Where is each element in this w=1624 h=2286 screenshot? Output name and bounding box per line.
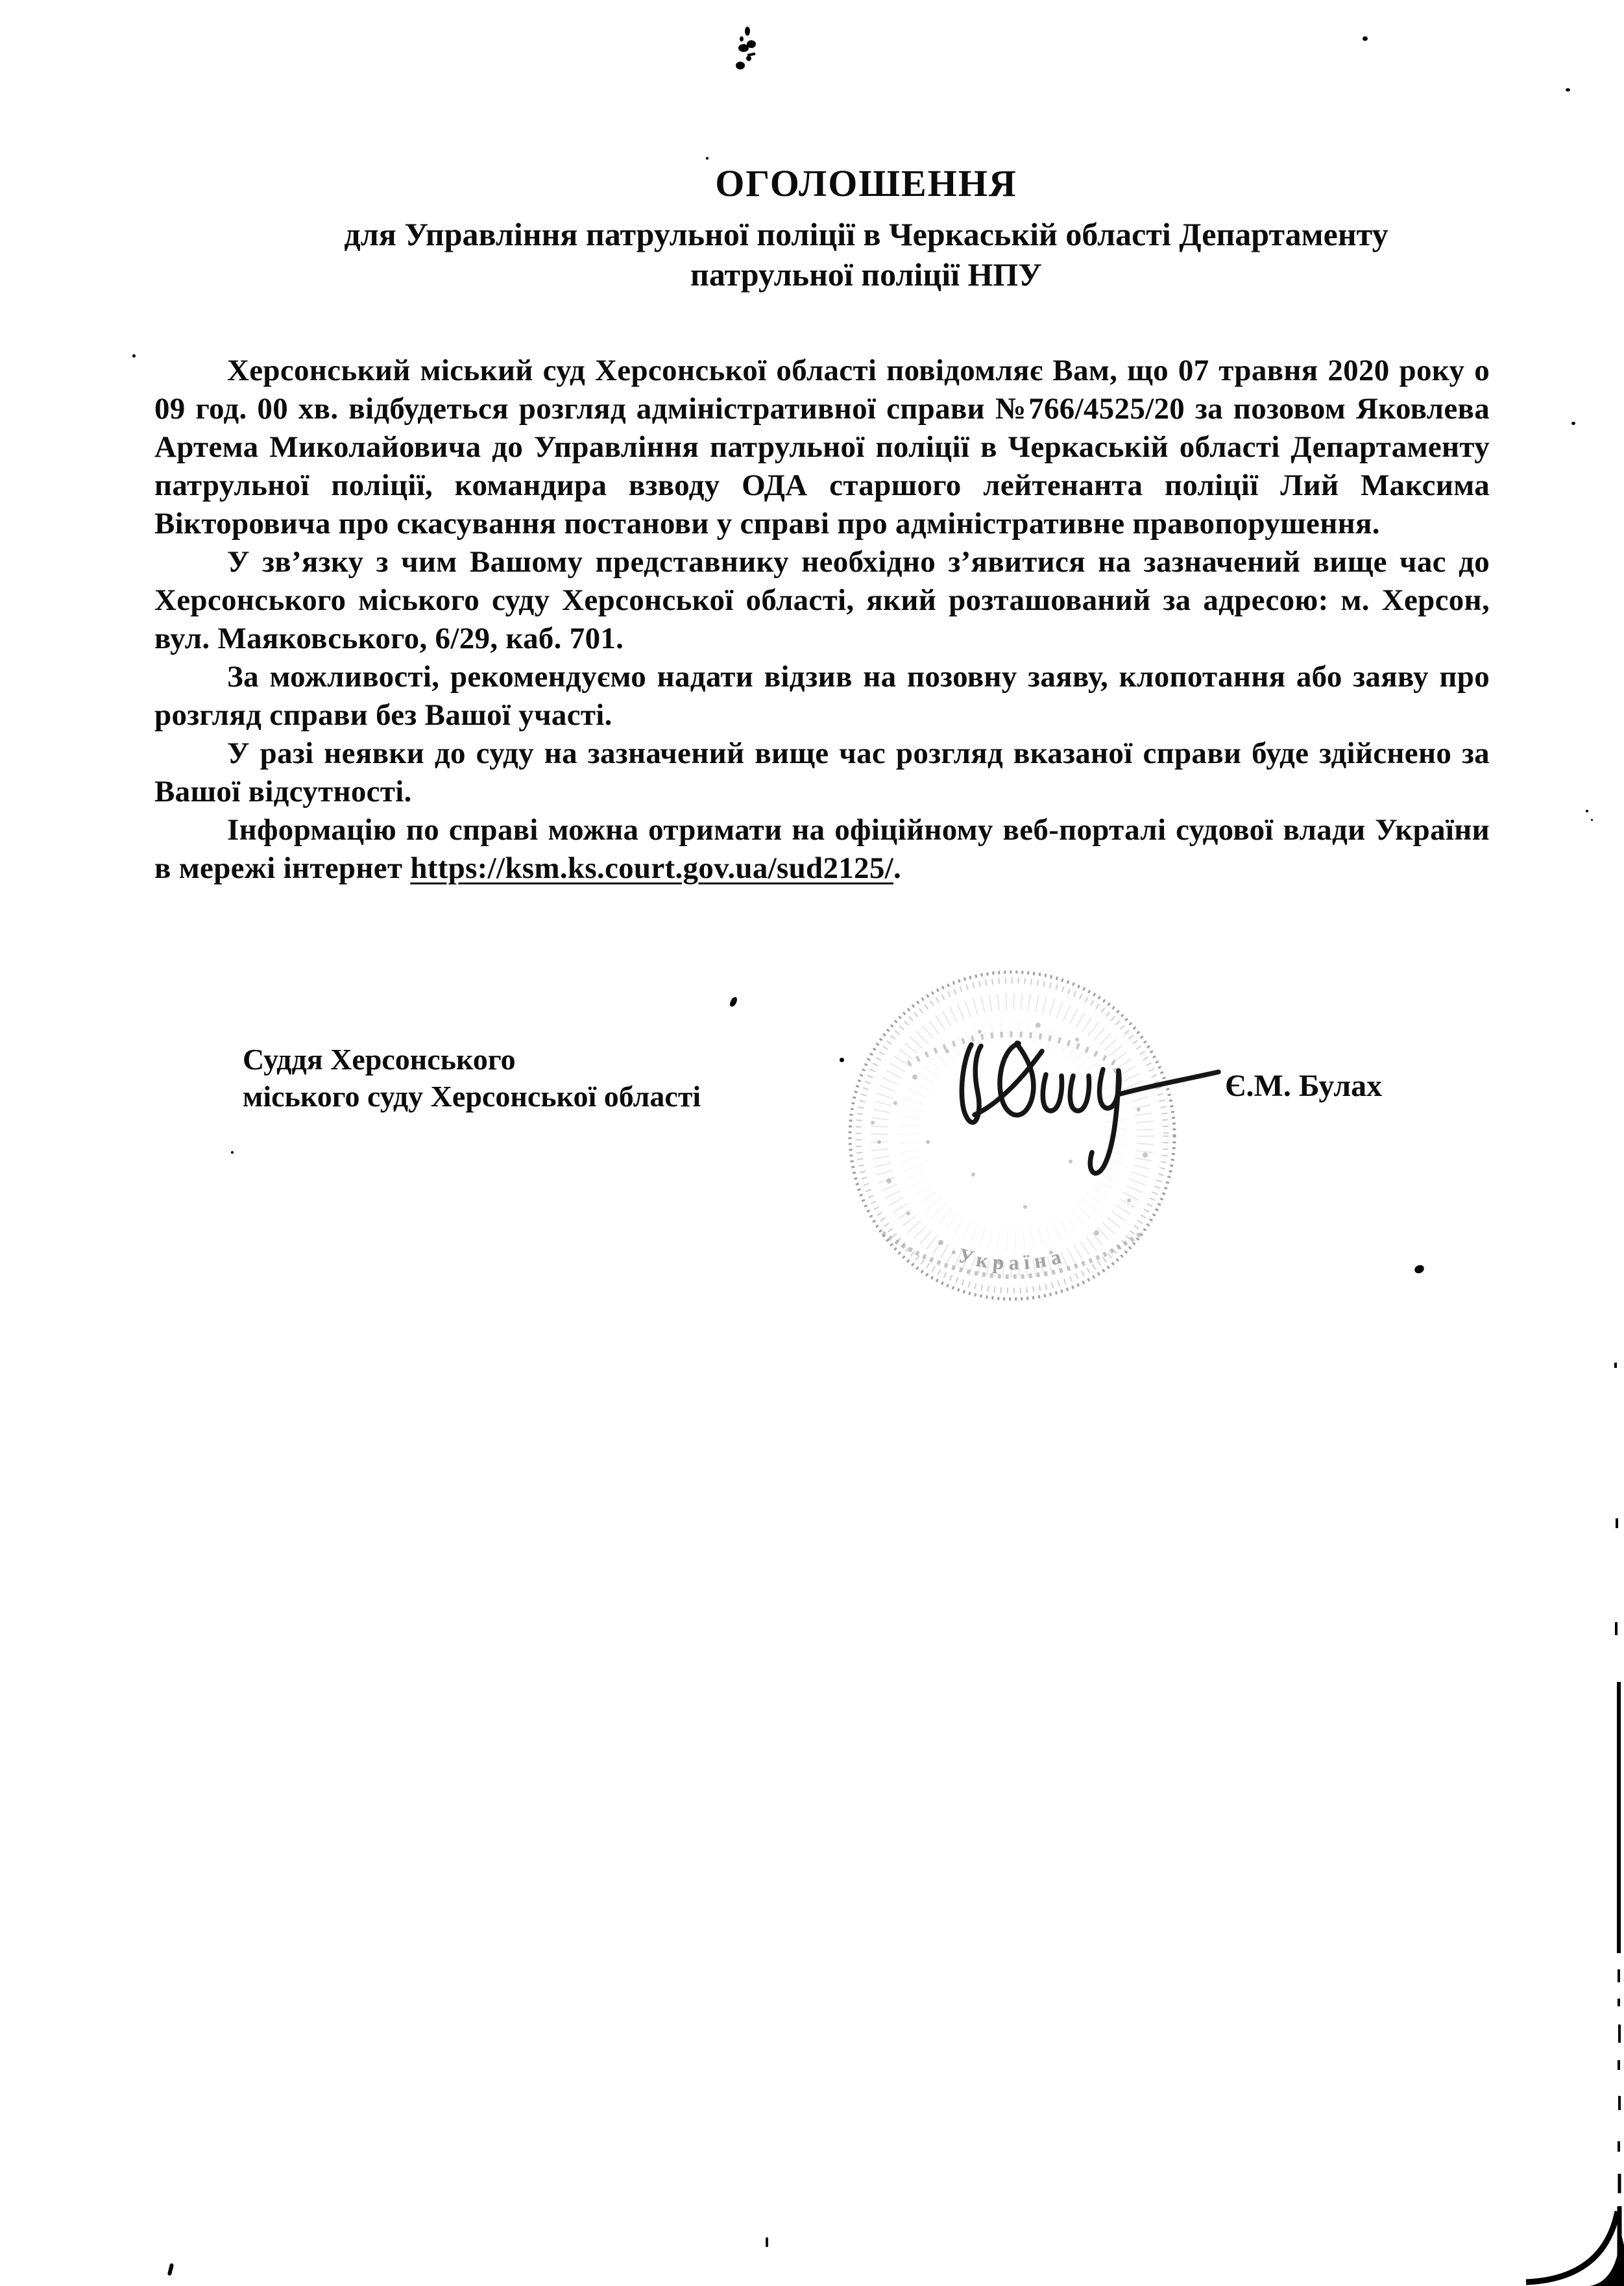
ink-speck [729,996,738,1008]
ink-speck [840,1058,844,1062]
ink-speck [1413,1263,1425,1274]
paragraph-absence-warning: У разі неявки до суду на зазначений вище час розгляд вказаної справи буде здійснено за Вашої відсутності. [154,736,1490,809]
ink-speck [1571,422,1575,425]
document-subtitle-line1: для Управління патрульної поліції в Черкаській області Департаменту [344,216,1388,252]
ink-speck [167,2263,174,2276]
judge-signature [962,1043,1218,1173]
signer-role [243,1041,701,1115]
ink-speck [766,2237,768,2247]
ink-speck [132,354,136,358]
paragraph-portal-info [154,811,1490,888]
signer-name: Є.М. Булах [1225,1069,1383,1103]
ink-speck [1363,36,1368,41]
paragraph-response-recommendation: За можливості, рекомендуємо надати відзив на позовну заяву, клопотання або заяву про розгляд справи без Вашої участі. [154,660,1490,732]
signer-role-line2: міського суду Херсонської області [243,1080,701,1113]
stamp-country-text: Україна [956,1243,1069,1274]
portal-url-link[interactable]: https://ksm.ks.court.gov.ua/sud2125/ [410,851,894,885]
ink-smudge [721,25,773,83]
court-stamp [811,947,1252,1337]
paragraph-appearance-request: У зв’язку з чим Вашому представнику необхідно з’явитися на зазначений вище час до Херсонського міського суду Херсонської області, який розташований за адресою: м. Херсон, вул. Маяковського, 6/29, каб. 701. [154,545,1490,655]
signer-role-line1: Суддя Херсонського [243,1043,516,1076]
svg-text:Україна [956,1243,1068,1274]
ink-speck [1586,810,1588,812]
document-title: ОГОЛОШЕННЯ [715,162,1017,204]
ink-speck [706,157,709,160]
paragraph-hearing-notice: Херсонський міський суд Херсонської області повідомляє Вам, що 07 травня 2020 року о 09 год. 00 хв. відбудеться розгляд адміністративної справи №766/4525/20 за позовом Яковлева Артема Миколайовича до Управління патрульної поліції в Черкаській області Департаменту патрульної поліції, командира взводу ОДА старшого лейтенанта поліції Лий Максима Вікторовича про скасування постанови у справі про адміністративне правопорушення. [154,354,1490,541]
ink-speck [1566,88,1570,91]
scan-edge-artifact [1518,1350,1624,2286]
portal-info-period: . [893,851,902,885]
document-subtitle-line2: патрульної поліції НПУ [690,256,1042,293]
portal-info-text: Інформацію по справі можна отримати на офіційному веб-порталі судової влади України в мережі інтернет [154,813,1490,885]
document-header [182,164,1551,295]
document-body [154,352,1490,888]
ink-speck [1591,819,1593,821]
ink-speck [231,1151,234,1154]
